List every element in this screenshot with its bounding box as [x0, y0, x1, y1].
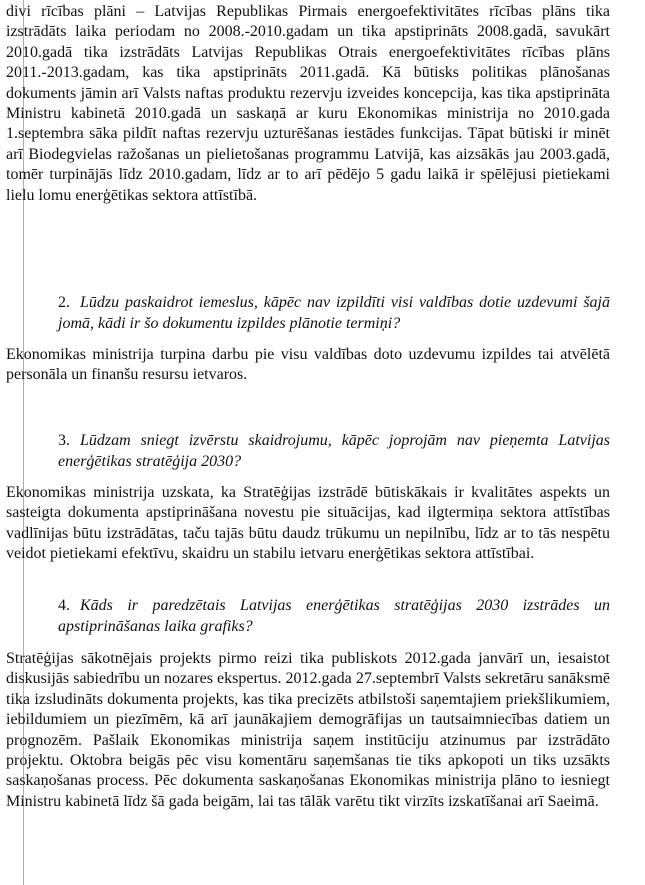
- answer-4: Stratēģijas sākotnējais projekts pirmo reizi tika publiskots 2012.gada janvārī un, iesaistot diskusijās sabiedrību un nozares ekspertus. 2012.gada 27.septembrī Valsts sekretāru sanāksmē tika izsludināts dokumenta projekts, kas tika precizēts atbilstoši saņemtajiem priekšlikumiem, iebildumiem un piezīmēm, kā arī jaunākajiem demogrāfijas un tautsaimniecības datiem un prognozēm. Pašlaik Ekonomikas ministrija saņem institūciju atzinumus par izstrādāto projektu. Oktobra beigās pēc visu komentāru saņemšanas tie tiks apkopoti un tiks uzsākts saskaņošanas process. Pēc dokumenta saskaņošanas Ekonomikas ministrija plāno to iesniegt Ministru kabinetā līdz šā gada beigām, lai tas tālāk varētu tikt virzīts izskatīšanai arī Saeimā.: [6, 650, 610, 810]
- question-3-text: Lūdzam sniegt izvērstu skaidrojumu, kāpēc joprojām nav pieņemta Latvijas enerģētikas stratēģija 2030?: [58, 432, 610, 470]
- question-2-number: 2.: [58, 294, 70, 311]
- answer-3: Ekonomikas ministrija uzskata, ka Stratēģijas izstrādē būtiskākais ir kvalitātes aspekts un sasteigta dokumenta apstiprināšana novestu pie situācijas, kad ilgtermiņa sektora attīstības vadlīnijas būtu izstrādātas, taču tajās būtu daudz trūkumu un nepilnību, līdz ar to tās nespētu veidot pietiekami efektīvu, skaidru un stabilu ietvaru enerģētikas sektora attīstībai.: [6, 484, 610, 563]
- question-3: [58, 430, 610, 472]
- question-4: [58, 595, 610, 637]
- paragraph-action-plans: divi rīcības plāni – Latvijas Republikas Pirmais energoefektivitātes rīcības plāns tika izstrādāts laika periodam no 2008.-2010.gadam un tika apstiprināts 2008.gadā, savukārt 2010.gadā tika izstrādāts Latvijas Republikas Otrais energoefektivitātes rīcības plāns 2011.-2013.gadam, kas tika apstiprināts 2011.gadā. Kā būtisks politikas plānošanas dokuments jāmin arī Valsts naftas produktu rezervju izveides koncepcija, kas tika apstiprināta Ministru kabinetā 2010.gadā un saskaņā ar kuru Ekonomikas ministrija no 2010.gada 1.septembra sāka pildīt naftas rezervju uzturēšanas iestādes funkcijas. Tāpat būtiski ir minēt arī Biodegvielas ražošanas un pielietošanas programmu Latvijā, kas aizsākās jau 2003.gadā, tomēr turpinājās līdz 2010.gadam, līdz ar to arī pēdējo 5 gadu laikā ir spēlējusi pietiekami lielu lomu enerģētikas sektora attīstībā.: [6, 3, 610, 204]
- question-4-number: 4.: [58, 597, 70, 614]
- question-3-number: 3.: [58, 432, 70, 449]
- answer-2: Ekonomikas ministrija turpina darbu pie visu valdības doto uzdevumu izpildes tai atvēlētā personāla un finanšu resursu ietvaros.: [6, 346, 610, 384]
- question-4-text: Kāds ir paredzētais Latvijas enerģētikas stratēģijas 2030 izstrādes un apstiprināšanas laika grafiks?: [58, 597, 610, 635]
- question-2-text: Lūdzu paskaidrot iemeslus, kāpēc nav izpildīti visi valdības dotie uzdevumi šajā jomā, kādi ir šo dokumentu izpildes plānotie termiņi?: [58, 294, 610, 332]
- question-2: [58, 292, 610, 334]
